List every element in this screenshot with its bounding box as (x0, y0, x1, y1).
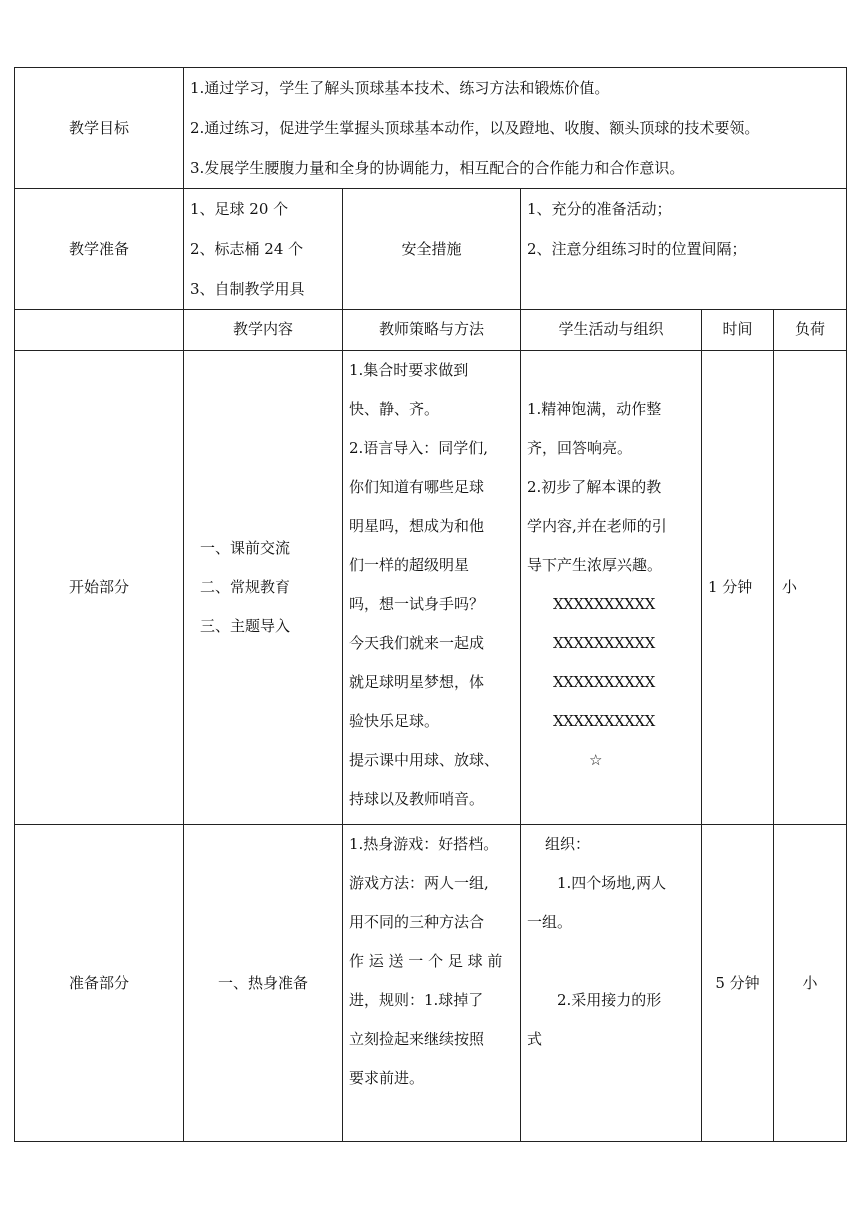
teacher-line: 进，规则：1.球掉了 (349, 991, 484, 1009)
goals-row (15, 68, 847, 189)
prep-item: 1、足球 20 个 (190, 200, 289, 218)
goals-label: 教学目标 (15, 68, 184, 189)
teacher-line: 立刻捡起来继续按照 (349, 1030, 485, 1048)
student-line: 导下产生浓厚兴趣。 (527, 556, 663, 574)
prep-row (15, 189, 847, 310)
prep-items (184, 189, 343, 310)
goal-line: 2.通过练习，促进学生掌握头顶球基本动作，以及蹬地、收腹、额头顶球的技术要领。 (190, 119, 760, 137)
lesson-plan-table (14, 67, 847, 1142)
safety-label: 安全措施 (343, 189, 521, 310)
goal-line: 3.发展学生腰腹力量和全身的协调能力，相互配合的合作能力和合作意识。 (190, 159, 685, 177)
formation-row: XXXXXXXXXX (553, 595, 655, 613)
teacher-line: 就足球明星梦想，体 (349, 673, 485, 691)
teacher-line: 今天我们就来一起成 (349, 634, 485, 652)
teacher-line: 你们知道有哪些足球 (349, 478, 485, 496)
teacher-star-icon: ☆ (589, 751, 603, 769)
goals-content (184, 68, 847, 189)
teacher-line: 验快乐足球。 (349, 712, 440, 730)
start-load (774, 351, 847, 825)
content-item: 二、常规教育 (200, 578, 291, 596)
warmup-time: 5 分钟 (702, 825, 774, 1142)
student-line: 学内容,并在老师的引 (527, 517, 667, 535)
safety-item: 2、注意分组练习时的位置间隔； (527, 240, 747, 258)
load-value: 小 (782, 578, 798, 596)
column-header-row (15, 310, 847, 351)
teacher-line: 用不同的三种方法合 (349, 913, 485, 931)
teacher-line: 明星吗，想成为和他 (349, 517, 485, 535)
student-line: 一组。 (527, 913, 573, 931)
header-student: 学生活动与组织 (521, 310, 702, 351)
start-content (184, 351, 343, 825)
warmup-label: 准备部分 (15, 825, 184, 1142)
teacher-line: 提示课中用球、放球、 (349, 751, 500, 769)
teacher-line: 作 运 送 一 个 足 球 前 (349, 952, 503, 970)
student-line: 2.初步了解本课的教 (527, 478, 662, 496)
teacher-line: 们一样的超级明星 (349, 556, 470, 574)
safety-items (521, 189, 847, 310)
student-line: 1.四个场地,两人 (557, 874, 667, 892)
student-line: 2.采用接力的形 (557, 991, 662, 1009)
header-teacher: 教师策略与方法 (343, 310, 521, 351)
warmup-student (521, 825, 702, 1142)
prep-item: 2、标志桶 24 个 (190, 240, 304, 258)
header-time: 时间 (702, 310, 774, 351)
start-row (15, 351, 847, 825)
warmup-load: 小 (774, 825, 847, 1142)
content-item: 三、主题导入 (200, 617, 291, 635)
formation-row: XXXXXXXXXX (553, 712, 655, 730)
teacher-line: 1.热身游戏：好搭档。 (349, 835, 499, 853)
start-teacher (343, 351, 521, 825)
student-line: 齐，回答响亮。 (527, 439, 633, 457)
prep-item: 3、自制教学用具 (190, 280, 305, 298)
start-time (702, 351, 774, 825)
student-spacer (527, 942, 695, 981)
goal-line: 1.通过学习，学生了解头顶球基本技术、练习方法和锻炼价值。 (190, 79, 610, 97)
teacher-line: 吗，想一试身手吗？ (349, 595, 485, 613)
header-content: 教学内容 (184, 310, 343, 351)
header-load: 负荷 (774, 310, 847, 351)
student-line: 1.精神饱满，动作整 (527, 400, 662, 418)
warmup-row (15, 825, 847, 1142)
teacher-line: 要求前进。 (349, 1069, 425, 1087)
start-label: 开始部分 (15, 351, 184, 825)
content-item: 一、课前交流 (200, 539, 291, 557)
safety-item: 1、充分的准备活动； (527, 200, 672, 218)
formation-row: XXXXXXXXXX (553, 673, 655, 691)
warmup-content: 一、热身准备 (184, 825, 343, 1142)
teacher-line: 2.语言导入：同学们, (349, 439, 489, 457)
student-line: 式 (527, 1030, 543, 1048)
warmup-teacher (343, 825, 521, 1142)
student-org-label: 组织： (545, 835, 591, 853)
teacher-line: 游戏方法：两人一组, (349, 874, 489, 892)
formation-row: XXXXXXXXXX (553, 634, 655, 652)
teacher-line: 快、静、齐。 (349, 400, 440, 418)
prep-label: 教学准备 (15, 189, 184, 310)
header-empty (15, 310, 184, 351)
start-student (521, 351, 702, 825)
teacher-line: 1.集合时要求做到 (349, 361, 469, 379)
teacher-line: 持球以及教师哨音。 (349, 790, 485, 808)
time-value: 1 分钟 (708, 578, 753, 596)
